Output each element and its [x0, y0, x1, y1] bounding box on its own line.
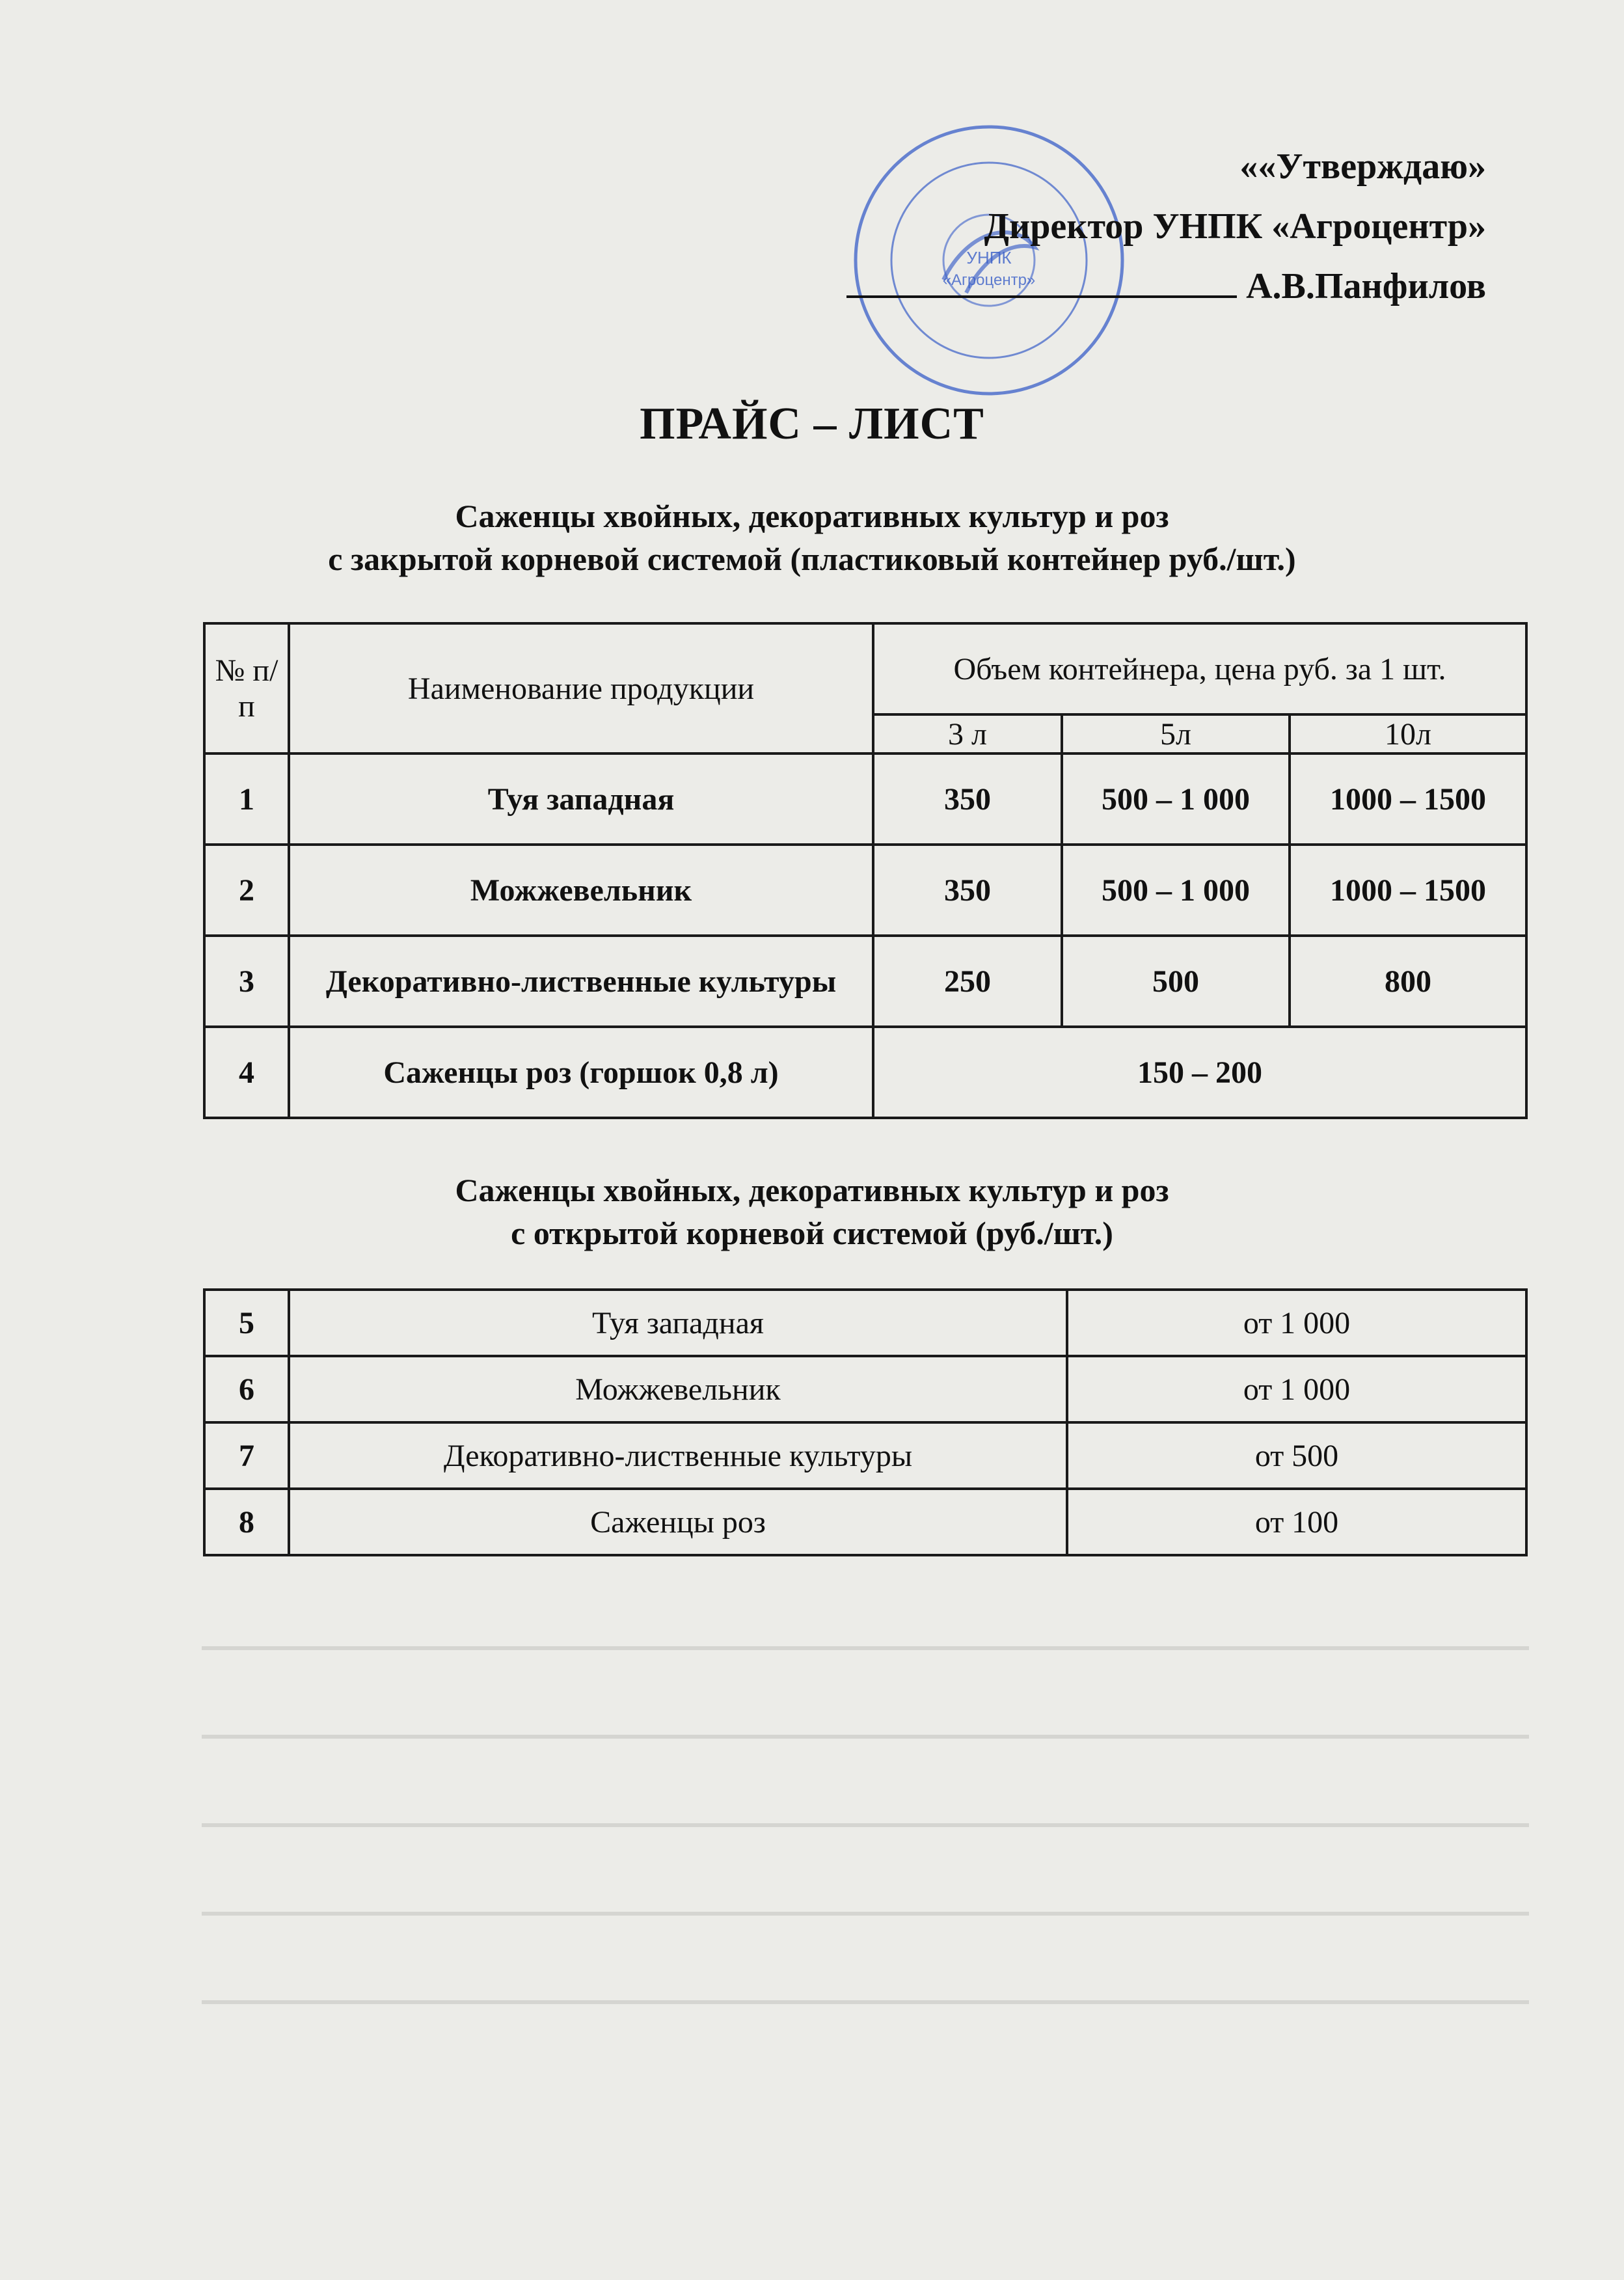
section1-heading-line1: Саженцы хвойных, декоративных культур и роз	[455, 498, 1169, 534]
row-price-5l: 500 – 1 000	[1062, 845, 1290, 936]
row-price-3l: 350	[873, 845, 1062, 936]
row-num: 2	[204, 845, 289, 936]
row-price: от 100	[1067, 1489, 1526, 1555]
table-row	[204, 1290, 1526, 1356]
table-row	[204, 845, 1526, 936]
table-row	[204, 936, 1526, 1027]
bleed-through-lines	[202, 1562, 1529, 2017]
row-price-10l: 800	[1290, 936, 1526, 1027]
row-name: Саженцы роз	[289, 1489, 1067, 1555]
row-name: Можжевельник	[289, 845, 873, 936]
table-row	[204, 1489, 1526, 1555]
document-title: ПРАЙС – ЛИСТ	[640, 399, 984, 449]
row-name: Туя западная	[289, 753, 873, 845]
signature-row	[846, 256, 1486, 316]
row-num: 1	[204, 753, 289, 845]
header-name: Наименование продукции	[289, 623, 873, 753]
svg-text:УНПК: УНПК	[966, 248, 1012, 267]
row-price-10l: 1000 – 1500	[1290, 753, 1526, 845]
table-row	[204, 753, 1526, 845]
header-10l: 10л	[1290, 714, 1526, 753]
row-price-5l: 500 – 1 000	[1062, 753, 1290, 845]
header-5l: 5л	[1062, 714, 1290, 753]
approval-line-1: ««Утверждаю»	[1239, 146, 1486, 187]
header-3l: 3 л	[873, 714, 1062, 753]
signer-name: А.В.Панфилов	[1246, 266, 1486, 306]
closed-root-price-table	[203, 622, 1528, 1119]
section2-heading-line1: Саженцы хвойных, декоративных культур и роз	[455, 1172, 1169, 1208]
row-name: Декоративно-лиственные культуры	[289, 1422, 1067, 1489]
row-name: Туя западная	[289, 1290, 1067, 1356]
row-price: 150 – 200	[873, 1027, 1526, 1118]
approval-line-2: Директор УНПК «Агроцентр»	[984, 206, 1486, 247]
row-num: 8	[204, 1489, 289, 1555]
row-name: Можжевельник	[289, 1356, 1067, 1422]
table-row	[204, 1356, 1526, 1422]
section2-heading-line2: с открытой корневой системой (руб./шт.)	[511, 1215, 1113, 1251]
section2-heading	[0, 1169, 1624, 1255]
table-row	[204, 1027, 1526, 1118]
open-root-price-table	[203, 1288, 1528, 1556]
section1-heading-line2: с закрытой корневой системой (пластиковый контейнер руб./шт.)	[328, 541, 1296, 577]
svg-text:«Агроцентр»: «Агроцентр»	[942, 271, 1036, 289]
row-price-3l: 250	[873, 936, 1062, 1027]
header-volume: Объем контейнера, цена руб. за 1 шт.	[873, 623, 1526, 714]
signature-line	[846, 269, 1237, 298]
approval-block	[846, 137, 1486, 316]
row-name: Декоративно-лиственные культуры	[289, 936, 873, 1027]
section1-heading	[0, 495, 1624, 580]
row-num: 4	[204, 1027, 289, 1118]
row-price-5l: 500	[1062, 936, 1290, 1027]
row-price-10l: 1000 – 1500	[1290, 845, 1526, 936]
table-row	[204, 1422, 1526, 1489]
header-num: № п/п	[204, 623, 289, 753]
row-price: от 1 000	[1067, 1356, 1526, 1422]
row-price-3l: 350	[873, 753, 1062, 845]
row-price: от 1 000	[1067, 1290, 1526, 1356]
row-price: от 500	[1067, 1422, 1526, 1489]
row-name: Саженцы роз (горшок 0,8 л)	[289, 1027, 873, 1118]
row-num: 6	[204, 1356, 289, 1422]
row-num: 5	[204, 1290, 289, 1356]
row-num: 3	[204, 936, 289, 1027]
row-num: 7	[204, 1422, 289, 1489]
